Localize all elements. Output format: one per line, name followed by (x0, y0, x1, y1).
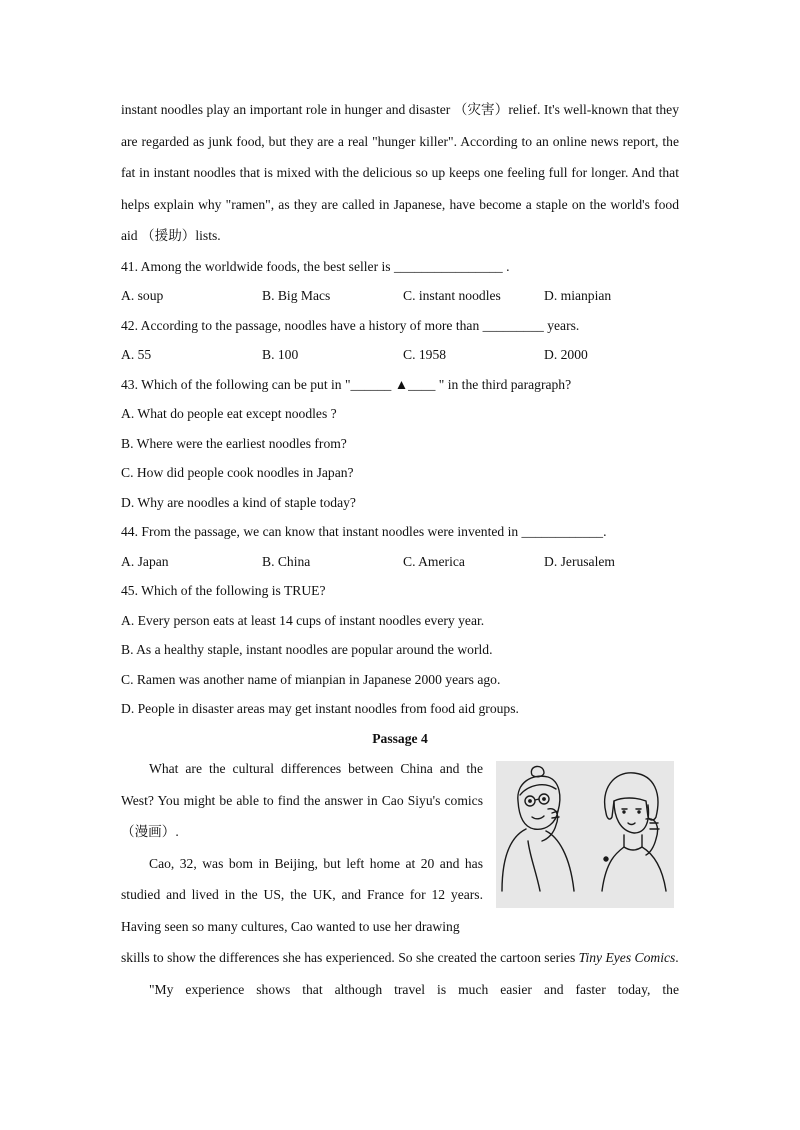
option-a: A. 55 (121, 347, 152, 362)
paragraph-text-end: . (675, 950, 679, 965)
option-c: C. instant noodles (403, 288, 501, 303)
passage-paragraph-3: "My experience shows that although travel is much easier and faster today, the (149, 981, 679, 997)
question-41 (121, 252, 679, 311)
document-page (121, 94, 679, 1005)
option-row (121, 340, 679, 370)
passage-paragraph-1: What are the cultural differences between China and the West? You might be able to find the answer in Cao Siyu's comics （漫画）. (121, 761, 483, 839)
question-stem: 44. From the passage, we can know that instant noodles were invented in ____________. (121, 524, 607, 539)
question-stem: 43. Which of the following can be put in "______ ▲____ " in the third paragraph? (121, 376, 572, 392)
comic-illustration (496, 761, 674, 908)
paragraph-text: skills to show the differences she has experienced. So she created the cartoon series (121, 950, 579, 965)
question-42 (121, 311, 679, 370)
option-b: B. China (262, 553, 311, 569)
option-c: C. 1958 (403, 347, 447, 362)
option-a: A. Japan (121, 553, 169, 569)
intro-paragraph: instant noodles play an important role in hunger and disaster （灾害）relief. It's well-known that they are regarded as junk food, but they are a real "hunger killer". According to an online news report, the fat in instant noodles that is mixed with the delicious so up keeps one feeling full for longer. And that helps explain why "ramen", as they are called in Japanese, have become a staple on the world's food aid （援助）lists. (121, 102, 679, 243)
option-a: A. Every person eats at least 14 cups of instant noodles every year. (121, 612, 485, 628)
passage-heading: Passage 4 (372, 730, 428, 746)
passage-intro-with-figure (121, 753, 679, 942)
series-title: Tiny Eyes Comics (578, 950, 676, 965)
option-row (121, 281, 679, 311)
option-c: C. America (403, 553, 465, 569)
option-d: D. 2000 (544, 347, 588, 362)
question-43 (121, 370, 679, 518)
option-b: B. 100 (262, 347, 299, 362)
option-row (121, 547, 679, 577)
option-a: A. soup (121, 288, 164, 303)
option-b: B. As a healthy staple, instant noodles are popular around the world. (121, 642, 493, 657)
option-b: B. Big Macs (262, 288, 331, 303)
question-stem: 45. Which of the following is TRUE? (121, 583, 326, 598)
option-d: D. mianpian (544, 288, 612, 303)
passage-text-column (121, 753, 483, 942)
option-d: D. Why are noodles a kind of staple today? (121, 494, 356, 510)
option-c: C. Ramen was another name of mianpian in Japanese 2000 years ago. (121, 671, 501, 687)
option-d: D. Jerusalem (544, 553, 615, 569)
passage-paragraph-2-end (121, 942, 679, 974)
passage-paragraph-2-start: Cao, 32, was bom in Beijing, but left home at 20 and has studied and lived in the US, the UK, and France for 12 years. Having seen so many cultures, Cao wanted to use her drawing (121, 855, 483, 934)
option-b: B. Where were the earliest noodles from? (121, 435, 347, 451)
question-stem: 41. Among the worldwide foods, the best seller is ________________ . (121, 258, 510, 274)
question-stem: 42. According to the passage, noodles have a history of more than _________ years. (121, 317, 580, 333)
option-a: A. What do people eat except noodles ? (121, 406, 337, 421)
question-45 (121, 576, 679, 724)
option-c: C. How did people cook noodles in Japan? (121, 465, 354, 480)
question-44 (121, 517, 679, 576)
two-girls-comic-drawing (496, 761, 674, 908)
option-d: D. People in disaster areas may get instant noodles from food aid groups. (121, 701, 519, 716)
